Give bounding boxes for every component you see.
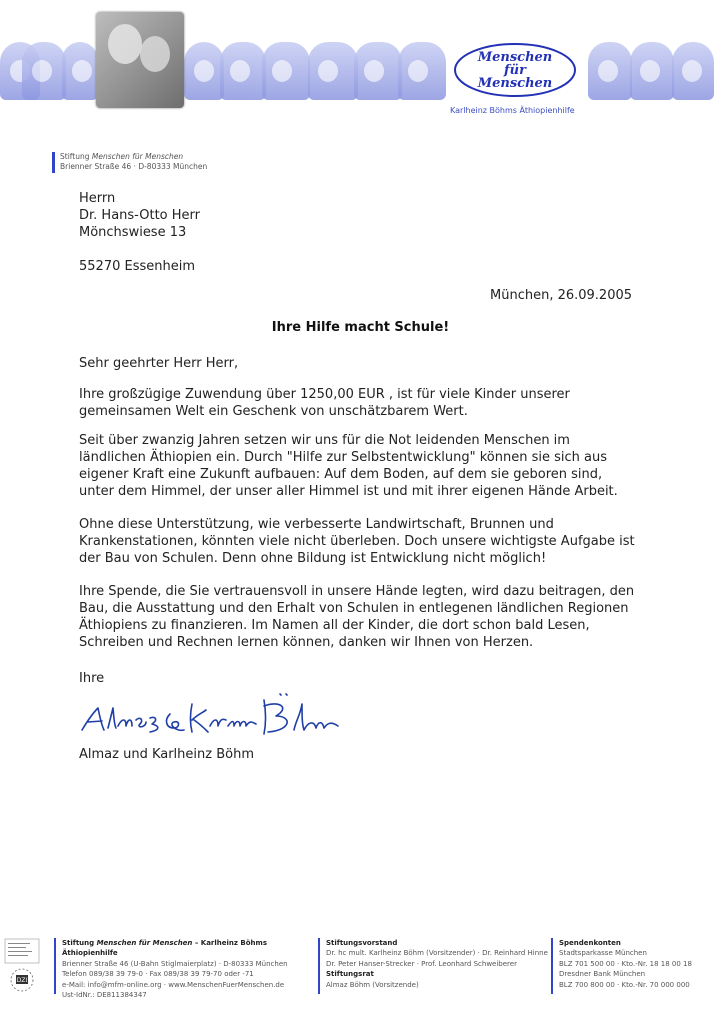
logo-subtitle: Karlheinz Böhms Äthiopienhilfe xyxy=(450,106,575,115)
footer-email: e-Mail: info@mfm-online.org · www.MenschenFuerMenschen.de xyxy=(62,980,285,989)
recipient-line-3: Mönchswiese 13 xyxy=(79,225,187,240)
recipient-line-1: Herrn xyxy=(79,191,116,206)
closing: Ihre xyxy=(79,671,105,686)
face-image xyxy=(398,42,446,100)
face-image xyxy=(262,42,310,100)
footer-board-heading: Stiftungsvorstand xyxy=(326,939,398,947)
footer-phone: Telefon 089/38 39 79-0 · Fax 089/38 39 79-70 oder -71 xyxy=(62,970,254,979)
footer-head-suffix: – Karlheinz Böhms Äthiopienhilfe xyxy=(62,939,267,958)
footer-head-org: Menschen für Menschen xyxy=(96,939,193,947)
footer-vat-id: Ust-IdNr.: DE811384347 xyxy=(62,991,147,1000)
return-address-line-2: Brienner Straße 46 · D-80333 München xyxy=(60,162,208,171)
face-image xyxy=(354,42,402,100)
return-address-bar xyxy=(52,152,55,173)
footer-divider xyxy=(318,938,320,994)
logo-text xyxy=(453,42,577,98)
footer-divider xyxy=(551,938,553,994)
return-address-line-1 xyxy=(60,152,207,162)
face-image xyxy=(184,42,224,100)
featured-photo xyxy=(96,12,184,108)
paragraph: Ohne diese Unterstützung, wie verbesserte Landwirtschaft, Brunnen und Krankenstationen, könnten viele nicht überleben. Doch unsere wichtigste Aufgabe ist der Bau von Schulen. Denn ohne Bildung ist Entwicklung nicht möglich! xyxy=(79,517,635,566)
footer-council-line: Almaz Böhm (Vorsitzende) xyxy=(326,980,419,989)
recipient-line-2: Dr. Hans-Otto Herr xyxy=(79,208,200,223)
salutation: Sehr geehrter Herr Herr, xyxy=(79,356,239,371)
footer-bank-heading: Spendenkonten xyxy=(559,939,621,947)
face-image xyxy=(588,42,632,100)
logo-line-3: Menschen xyxy=(477,75,553,91)
signers-name: Almaz und Karlheinz Böhm xyxy=(79,747,254,762)
paragraph: Ihre großzügige Zuwendung über 1250,00 EUR , ist für viele Kinder unserer gemeinsamen Welt ein Geschenk von unschätzbarem Wert. xyxy=(79,387,570,419)
recipient-address xyxy=(79,190,200,275)
organization-logo xyxy=(453,42,577,98)
logo-line-2: für xyxy=(504,62,526,78)
face-image xyxy=(22,42,66,100)
footer-bank-name: Dresdner Bank München xyxy=(559,970,646,979)
logo-line-1: Menschen xyxy=(477,49,553,65)
footer-board-line: Dr. hc mult. Karlheinz Böhm (Vorsitzender) · Dr. Reinhard Hinne xyxy=(326,949,548,958)
footer-bank-account: BLZ 701 500 00 · Kto.-Nr. 18 18 00 18 xyxy=(559,959,692,968)
handwritten-signature xyxy=(80,690,350,742)
svg-text:DZI: DZI xyxy=(16,977,28,984)
face-image xyxy=(220,42,266,100)
paragraph: Ihre Spende, die Sie vertrauensvoll in unsere Hände legten, wird dazu beitragen, den Bau, die Ausstattung und den Erhalt von Schulen in entlegenen ländlichen Regionen Äthiopiens zu finanzieren. Im Namen all der Kinder, die dort schon bald Lesen, Schreiben und Rechnen lernen können, danken wir Ihnen von Herzen. xyxy=(79,584,635,650)
footer-board-line: Dr. Peter Hanser-Strecker · Prof. Leonhard Schweiberer xyxy=(326,959,517,968)
face-image xyxy=(672,42,714,100)
letter-subject: Ihre Hilfe macht Schule! xyxy=(271,320,450,335)
return-address xyxy=(60,152,207,172)
footer-address: Brienner Straße 46 (U-Bahn Stiglmaierplatz) · D-80333 München xyxy=(62,959,288,968)
footer-head-prefix: Stiftung xyxy=(62,939,97,947)
return-org-name: Menschen für Menschen xyxy=(91,152,184,161)
recipient-line-4: 55270 Essenheim xyxy=(79,259,195,274)
footer-bank-name: Stadtsparkasse München xyxy=(559,949,647,958)
footer-contact-heading xyxy=(62,938,307,959)
footer-bank-accounts xyxy=(559,938,719,990)
footer-contact xyxy=(62,938,307,1000)
dzi-seal-logo xyxy=(4,938,40,994)
return-prefix: Stiftung xyxy=(60,152,92,161)
face-image xyxy=(62,42,98,100)
footer-divider xyxy=(54,938,56,994)
footer-board xyxy=(326,938,551,990)
face-image xyxy=(308,42,358,100)
letter-date: München, 26.09.2005 xyxy=(490,288,633,303)
face-image xyxy=(630,42,674,100)
footer-bank-account: BLZ 700 800 00 · Kto.-Nr. 70 000 000 xyxy=(559,980,690,989)
footer-council-heading: Stiftungsrat xyxy=(326,970,374,979)
paragraph: Seit über zwanzig Jahren setzen wir uns für die Not leidenden Menschen im ländlichen Äthiopien ein. Durch "Hilfe zur Selbstentwicklung" können sie sich aus eigener Kraft eine Zukunft aufbauen: Auf dem Boden, auf dem sie geboren sind, unter dem Himmel, der unser aller Himmel ist und mit ihrer eigenen Hände Arbeit. xyxy=(79,433,618,499)
